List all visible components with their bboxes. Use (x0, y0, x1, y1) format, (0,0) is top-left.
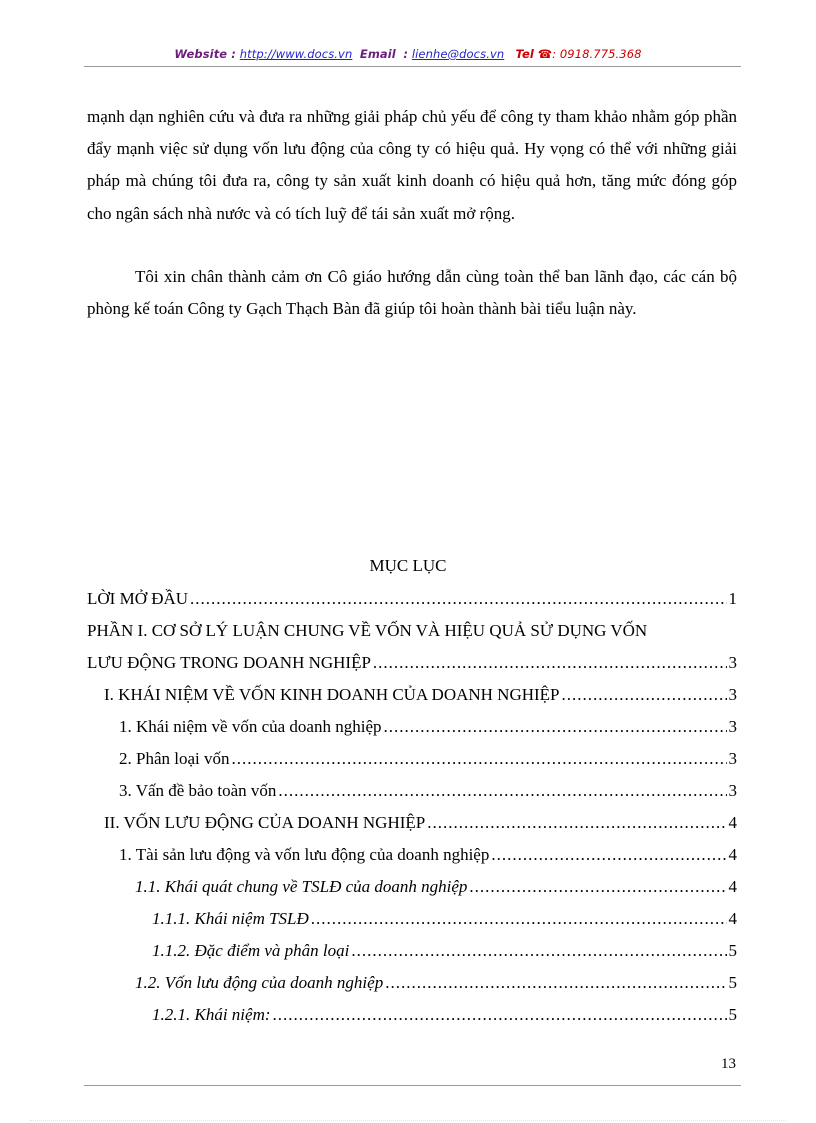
toc-entry-text: I. KHÁI NIỆM VỀ VỐN KINH DOANH CỦA DOANH NGHIỆP (104, 685, 560, 704)
toc-leader-dots (427, 808, 726, 838)
toc-entry-page: 3 (728, 685, 737, 704)
toc-entry-page: 5 (728, 1005, 737, 1024)
tel-value: : 0918.775.368 (552, 47, 642, 61)
toc-entry[interactable] (135, 968, 737, 998)
website-label: Website : (174, 47, 236, 61)
body-paragraph-2: Tôi xin chân thành cảm ơn Cô giáo hướng dẫn cùng toàn thể ban lãnh đạo, các cán bộ phòng kế toán Công ty Gạch Thạch Bàn đã giúp tôi hoàn thành bài tiểu luận này. (87, 267, 737, 319)
toc-leader-dots (351, 936, 726, 966)
email-label: Email (359, 47, 396, 61)
toc-leader-dots (190, 584, 726, 614)
page-header (0, 47, 816, 61)
toc-entry-text: LỜI MỞ ĐẦU (87, 589, 189, 608)
toc-entry-text: 2. Phân loại vốn (119, 749, 230, 768)
toc-entry-text: 1.1.2. Đặc điểm và phân loại (152, 941, 350, 960)
toc-entry-text: 1.1.1. Khái niệm TSLĐ (152, 909, 309, 928)
toc-entry-text: 1.1. Khái quát chung về TSLĐ của doanh nghiệp (135, 877, 468, 896)
email-separator: : (403, 47, 409, 61)
toc-entry-page: 4 (728, 877, 737, 896)
website-link[interactable]: http://www.docs.vn (239, 47, 353, 61)
toc-leader-dots (469, 872, 726, 902)
toc-leader-dots (232, 744, 727, 774)
toc-entry-text: 1.2. Vốn lưu động của doanh nghiệp (135, 973, 384, 992)
page-number: 13 (721, 1056, 736, 1072)
footer-divider (84, 1085, 741, 1086)
toc-entry-page: 3 (728, 749, 737, 768)
toc-leader-dots (311, 904, 727, 934)
toc-entry-page: 3 (728, 653, 737, 672)
toc-entry-text: PHẦN I. CƠ SỞ LÝ LUẬN CHUNG VỀ VỐN VÀ HIỆU QUẢ SỬ DỤNG VỐN (87, 621, 648, 640)
toc-title: MỤC LỤC (369, 556, 447, 575)
toc-entry[interactable] (87, 648, 737, 678)
toc-entry-page: 4 (728, 845, 737, 864)
toc-leader-dots (491, 840, 726, 870)
toc-entry[interactable] (152, 904, 737, 934)
toc-leader-dots (373, 648, 727, 678)
toc-entry[interactable] (104, 680, 737, 710)
toc-leader-dots (384, 712, 727, 742)
toc-entry[interactable] (119, 776, 737, 806)
toc-entry-text: 3. Vấn đề bảo toàn vốn (119, 781, 277, 800)
toc-leader-dots (562, 680, 727, 710)
toc-entry[interactable] (87, 616, 737, 646)
toc-leader-dots (385, 968, 726, 998)
toc-entry-page: 3 (728, 717, 737, 736)
toc-entry[interactable] (135, 872, 737, 902)
toc-entry-page: 4 (728, 813, 737, 832)
toc-entry[interactable] (119, 712, 737, 742)
toc-entry[interactable] (152, 936, 737, 966)
page-edge (30, 1120, 786, 1121)
toc-entry-page: 3 (728, 781, 737, 800)
toc-entry-text: 1. Tài sản lưu động và vốn lưu động của doanh nghiệp (119, 845, 490, 864)
toc-entry[interactable] (87, 584, 737, 614)
toc-entry[interactable] (119, 840, 737, 870)
tel-label: Tel (515, 47, 534, 61)
toc-leader-dots (273, 1000, 727, 1030)
toc-entry[interactable] (152, 1000, 737, 1030)
toc-entry[interactable] (104, 808, 737, 838)
toc-entry[interactable] (119, 744, 737, 774)
email-link[interactable]: lienhe@docs.vn (411, 47, 505, 61)
toc-leader-dots (278, 776, 726, 806)
toc-entry-text: II. VỐN LƯU ĐỘNG CỦA DOANH NGHIỆP (104, 813, 426, 832)
toc-entry-text: LƯU ĐỘNG TRONG DOANH NGHIỆP (87, 653, 371, 672)
toc-entry-page: 5 (728, 973, 737, 992)
body-paragraph-1: mạnh dạn nghiên cứu và đưa ra những giải pháp chủ yếu để công ty tham khảo nhằm góp phần đẩy mạnh việc sử dụng vốn lưu động của công ty có hiệu quả. Hy vọng có thể với những giải pháp mà chúng tôi đưa ra, công ty sản xuất kinh doanh có hiệu quả hơn, tăng mức đóng góp cho ngân sách nhà nước và có tích luỹ để tái sản xuất mở rộng. (87, 107, 737, 223)
header-divider (84, 66, 741, 67)
toc-entry-page: 4 (728, 909, 737, 928)
toc-entry-text: 1. Khái niệm về vốn của doanh nghiệp (119, 717, 382, 736)
toc-entry-page: 5 (728, 941, 737, 960)
toc-entry-text: 1.2.1. Khái niệm: (152, 1005, 271, 1024)
phone-icon: ☎ (537, 47, 553, 61)
toc-entry-page: 1 (728, 589, 737, 608)
